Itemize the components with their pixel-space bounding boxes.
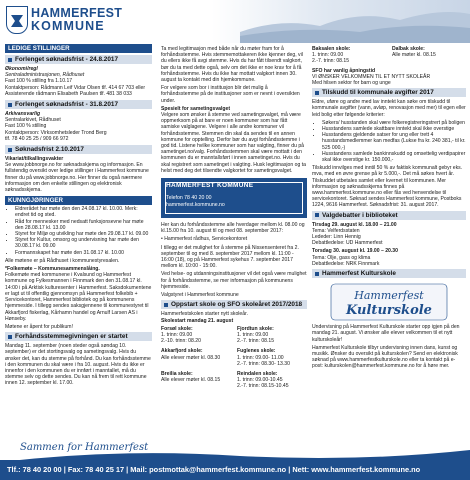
list-item: • Husstandens gjeldende satser for ung eller trett 4 husstandsmedlemmer kan medfas (Lukse fra kr. 240 381,- til kr. 525 000,-) bbox=[322, 132, 466, 151]
ad-phone: Telefon 78 40 20 00 bbox=[166, 195, 212, 202]
ved-text: Ved helse- og utdanningsinstitusjoner vil det også være mulighet for å forhåndsstemme, se mer informasjon på kommunens hjemmeside. bbox=[161, 271, 307, 290]
sfo-note-title: SFO har vanlig åpningstid bbox=[312, 67, 376, 74]
intro-text: Ta med legitimasjon med både når du møter fram for å forhåndsstemme. Hvis stemmemottakeren ikke kjenner deg, vil du ellers ikke få avgi stemme. Hvis du har fått tilsendt valgkort, bør du ta med dette også, selv om det ikke er noe krav for å få forhåndsstemme. Hvis du ikke har mottatt valgkort innen 30. august ta kontakt med din hjemkommune. bbox=[161, 46, 303, 84]
tilskudd-text2: Tilskudd innvilges med inntil 50 % av faktisk kommunalt gebyr eks. mva, med en øvre grense på kr 5.000,-. Det må søkes hvert år. Tilskuddet utbetales samlet eller kvernet til kommunen. Mer informasjon og søknadsskjema finnes på www.hammerfest.kommune.no eller fås ved henvendelse til servicekontoret. Søknad sendes Hammerfest kommune, Postboks 1224, 9616 Hammerfest. Søknadsfrist: 31. august 2017. bbox=[312, 165, 463, 209]
her-text: Her kan du forhåndsstemme alle hverdager mellom kl. 08.00 og kl.15.00 fra 10. august til og med 08. september 2017: bbox=[161, 222, 305, 235]
contact-ad-box bbox=[161, 178, 307, 218]
kulturskole-heading: Hammerfest Kulturskole bbox=[312, 269, 466, 278]
square-icon bbox=[315, 272, 319, 276]
hammerfest-logo bbox=[6, 6, 124, 36]
spes-title: Spesielt for sametingsvalget bbox=[161, 105, 231, 112]
square-icon bbox=[8, 58, 12, 62]
school-item: Akkarfjord skole: Alle elever møter kl. 08.30 bbox=[161, 348, 221, 361]
valg1-l1: Tema: Velferdsstaten bbox=[312, 227, 360, 234]
school-item: Breilia skole: Alle elever møter kl. 08.15 bbox=[161, 370, 221, 384]
valg1-l2: Lededer: Linn Hennig bbox=[312, 234, 361, 241]
landscape-illustration bbox=[240, 0, 470, 43]
sfo-heading: Oppstart skole og SFO skoleåret 2017/2018 bbox=[161, 300, 307, 309]
kulturskole-logo bbox=[329, 282, 449, 322]
list-item: • Eldrerådet har møte den den 24.08.17 kl. 10.00. Merk: endret tid og sted. bbox=[15, 206, 152, 218]
square-icon bbox=[8, 335, 12, 339]
intro-text2: For velgere som bor i institusjon blir det mulig å forhåndsstemme på de institusjoner som er nevnt i oversikten under. bbox=[161, 85, 300, 104]
job1-block bbox=[5, 66, 152, 97]
ad-logo: HAMMERFEST KOMMUNE bbox=[166, 182, 254, 190]
valg1-date: Tirsdag 29. august kl. 18.00 – 21.00 bbox=[312, 221, 397, 228]
valg2-l1: Tema: Olje, gass og klima bbox=[312, 254, 371, 261]
job1-dept: Økonomi/regl bbox=[5, 66, 38, 72]
square-icon bbox=[8, 148, 12, 152]
logo-line2: KOMMUNE bbox=[31, 19, 105, 33]
job3-block bbox=[5, 156, 152, 193]
school-item: Fuglenes skole: 1. trinn: 09.00- 11.00 2.-7. trinn: 08.30- 13.30 bbox=[237, 348, 290, 367]
coat-of-arms-icon bbox=[6, 6, 28, 34]
forhand-heading: Forhåndsstemmegivningen er startet bbox=[5, 332, 152, 341]
school-item: Reindalen skole: 1. trinn: 09.00-10.45 2.-7. trinn: 08.15-10.45 bbox=[237, 370, 289, 390]
job2-heading: Forlenget søknadsfrist - 31.8.2017 bbox=[5, 100, 152, 109]
valg2-l2: Debattledelse: NRK Finnmark bbox=[312, 260, 380, 267]
job3-sub: Vikariat/tilkallingsvakter bbox=[5, 156, 64, 163]
tilskudd-list bbox=[312, 120, 466, 163]
job2-block bbox=[5, 111, 152, 142]
footer-contact-text[interactable]: Tlf.: 78 40 20 00 | Fax: 78 40 25 17 | Mail: postmottak@hammerfest.kommune.no | Nett: www.hammerfest.kommune.no bbox=[7, 465, 421, 474]
square-icon bbox=[8, 103, 12, 107]
school-schedule bbox=[161, 326, 307, 390]
folkemote-end: Møtene er åpent for publikum! bbox=[5, 323, 73, 330]
tilskudd-heading: Tilskudd til kommunale avgifter 2017 bbox=[312, 88, 466, 97]
logo-line1: HAMMERFEST bbox=[31, 6, 123, 20]
valgstyret: Valgstyret i Hammerfest kommune bbox=[161, 292, 239, 299]
list-item: • Formannskapet har møte den 31.08.17 kl. 10.00 bbox=[15, 250, 152, 256]
servicetorg: • Hammerfest rådhus, Servicekontoret bbox=[161, 236, 248, 243]
job1-heading: Forlenget søknadsfrist - 24.8.2017 bbox=[5, 55, 152, 64]
forhand-text: Mandag 11. september (noen steder også søndag 10. september) er det stortingsvalg og sametingsvalg. Hvis du ønsker det, kan du stemme på forhånd. Du kan forhåndsstemme i den kommunen du skal være i fra 10. august. Hvis du ikke er innenfor i den kommunen du er innført i manntallet, må du stemme selv og dette sendes. Du kan nå frem til rett kommune innen 12. september kl. 17.00. bbox=[5, 343, 151, 387]
spes-text: Velgere som ønsker å stemme ved sametingsvalget, må være oppmerksom på at bare er noen kommuner som har fått samiske valglagene. Velgere i alle andre kommuner vil forhåndsstemme. Stemmen din skal da sendes til en annen kommune for opptelling. Derfor bør du avgi forhåndsstemme i god tid. Listene hvilke kommuner som har valgting, finner du på sametinget.no/valg. Forhåndsstemmen skal være mottatt i den kommunen du er manntallsført i innen sametinget.no. Hvis du skal registrert som sametinget i valgting. Husk legitimasjon og ta helst med deg det tilsendte valgkortet for sametingsvalget. bbox=[161, 112, 306, 174]
job3-text[interactable]: Se www.jobbnorge.no for søknadsskjema og informasjon. En fullstendig oversikt over ledige stillinger i Hammerfest kommune finner du på www.jobbnorge.no. Her finner du også nærmere informasjon om den enkelte stillingen og elektronisk søknadsskjema. bbox=[5, 162, 149, 194]
valg1-l3: Debattledelse: UD Hammerfest bbox=[312, 240, 383, 247]
page-header bbox=[0, 0, 470, 43]
section-kunngjoringer: KUNNGJØRINGER bbox=[5, 196, 152, 205]
column-middle bbox=[161, 46, 307, 390]
kunngj-note: Alle møtene er på Rådhuset i kommunestyresalen. bbox=[5, 257, 120, 264]
kultur-logo-line1: Hammerfest bbox=[354, 289, 424, 303]
valg-heading: Valgdebatter i biblioteket bbox=[312, 211, 466, 220]
list-item: • Råd for mennesker med nedsatt funksjonsevne har møte den 28.08.17 kl. 13.00 bbox=[15, 219, 152, 231]
school-item: Fjordtun skole: 1. trinn: 09.00 2.-7. trinn: 08.15 bbox=[237, 325, 275, 345]
list-item: • Styret for Kultur, omsorg og undervisning har møte den 30.08.17 kl. 09.00 bbox=[15, 237, 152, 249]
column-right bbox=[312, 46, 466, 372]
school-item: Baksalen skole: 1. trinn: 09.00 2.-7. trinn: 08.15 bbox=[312, 46, 351, 65]
kultur-text: Undervisning på Hammerfest Kulturskole starter opp igjen på den mandag 21. august. Vi ønsker alle elever velkommen til et nytt kulturskoleår! bbox=[312, 324, 460, 343]
school-schedule-cont bbox=[312, 46, 466, 65]
column-left bbox=[5, 44, 152, 389]
job1-role: Sentraladministrasjonen, Rådhuset bbox=[5, 72, 85, 79]
square-icon bbox=[164, 303, 168, 307]
ad-web[interactable]: hammerfest.kommune.no bbox=[166, 202, 225, 209]
square-icon bbox=[315, 213, 319, 217]
footer-contact-bar bbox=[0, 460, 470, 480]
sfo-note1: VI ØNSKER VELKOMMEN TIL ET NYTT SKOLEÅR bbox=[312, 73, 431, 80]
section-ledige-stillinger: LEDIGE STILLINGER bbox=[5, 44, 152, 53]
tilskudd-text: Eldre, uføre og andre med lav inntekt kan søke om tilskudd til kommunale avgifter (vann, avløp, renovasjon med mer) til egen eller leid bolig etter følgende kriterier: bbox=[312, 99, 466, 118]
sfo-note2: Med hilsen sektor for barn og unge bbox=[312, 80, 391, 87]
kultur-logo-line2: Kulturskole bbox=[346, 303, 432, 319]
school-item: Forsøl skole: 1. trinn: 09.00 2.-10. trinn: 08.20 bbox=[161, 325, 201, 345]
sfo-sub2: Skolestart mandag 21. august bbox=[161, 317, 234, 324]
folkemote-text: Folkemøte med kommunene i Kvalsund og Hammerfest kommune og Fylkesmannen i Finnmark den den 31.08.17 kl. 14:00 i på Arktisk kulturesenter i Hammerfest. Saksdokumentene er lagt ut til offentlig gjennomsyn på Hammerfest folkebib + Servicekontoret, Hammerfest bibliotek og på kommunens hjemmeside. I tillegg sendes saksgjennene til kommunestyret til Akkarfjord fiskerlag, Kårhamn handel og Arnulf Larsen AS i Hønseby. bbox=[5, 272, 152, 322]
list-item: • Husstandens samlede skattbare inntekt skal ikke overstige bbox=[322, 126, 466, 132]
school-item: Dalbak skole: Alle møter kl. 08.15 bbox=[392, 46, 436, 59]
footer-slogan: Sammen for Hammerfest bbox=[20, 442, 149, 453]
list-item: • Styret for Miljø og utvikling har møte den 29.08.17 kl. 09.00 bbox=[15, 231, 152, 237]
valg2-date: Torsdag 30. august kl. 19.00 – 20.30 bbox=[312, 248, 398, 255]
job2-text: Sentralarkivet, Rådhuset Fast 100 % stilling Kontaktperson: Virksomhetsleder Trond Berg tlf. 78 40 25 25 / 909 66 972 bbox=[5, 117, 107, 142]
kultur-text2: Hammerfest Kulturskole tilbyr undervisning innen dans, kunst og musikk. Ønsker du oversikt på kulturskolen? Send en elektronisk søknad på www.hammerfestkulturskole.no eller ta kontakt på e-post: kulturskolen@hammerfest.kommune.no for å høre mer. bbox=[312, 344, 458, 370]
kunngjoringer-list bbox=[5, 206, 152, 256]
list-item: • Husstandens samlede bankinnskudd og omsettelig verdipapirer skal ikke overstige kr. 150.000,- bbox=[322, 151, 466, 163]
square-icon bbox=[315, 91, 319, 95]
tillegg-text: I tillegg er det mulighet for å stemme på Nissensenteret fra 2. september til og med 8. september 2017 mellom kl. 11:00 - 16:00 (18), og på Hammerfest sykehus 7. september 2017 mellom kl. 10:00 - 15:00. bbox=[161, 244, 299, 270]
job3-heading: Søknadsfrist 2.10.2017 bbox=[5, 145, 152, 154]
job1-text: Fast 100 % stilling fra 1.10.17 Kontaktperson: Rådmann Leif Vidar Olsen tlf. 414 67 703 eller Assisterende rådmann Elisabeth Paulsen tlf. 481 38 033 bbox=[5, 78, 146, 97]
list-item: • Søkers/ husstanden skal være folkeregistreringstrert på boligen bbox=[322, 120, 466, 126]
kulturskole-logo-art bbox=[329, 282, 449, 322]
job2-dept: Arkivansvarlig bbox=[5, 111, 41, 118]
sfo-sub1: Hammerfestskolen starter nytt skoleår. bbox=[161, 311, 248, 318]
folkemote-title: *Folkemøte – Kommunesammenslåing. bbox=[5, 266, 100, 273]
